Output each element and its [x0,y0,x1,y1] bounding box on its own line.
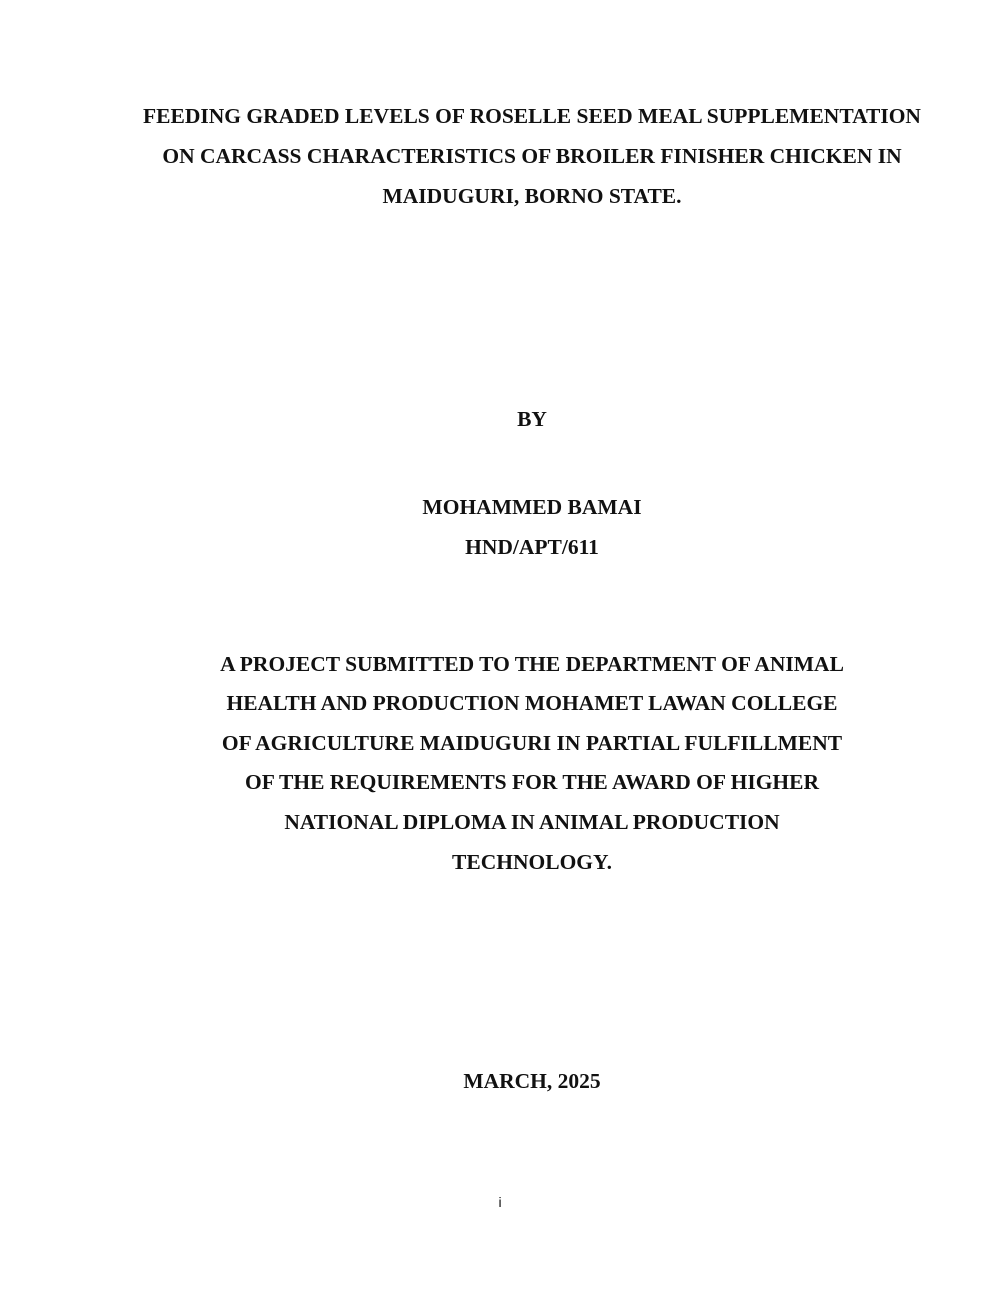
submission-line-5: NATIONAL DIPLOMA IN ANIMAL PRODUCTION [284,810,780,834]
page-number: i [498,1194,502,1210]
registration-number: HND/APT/611 [465,535,599,559]
submission-line-6: TECHNOLOGY. [452,850,612,874]
title-line-3: MAIDUGURI, BORNO STATE. [382,184,682,208]
submission-date: MARCH, 2025 [463,1069,601,1093]
author-name: MOHAMMED BAMAI [422,495,642,519]
title-line-2: ON CARCASS CHARACTERISTICS OF BROILER FINISHER CHICKEN IN [162,144,902,168]
title-line-1: FEEDING GRADED LEVELS OF ROSELLE SEED MEAL SUPPLEMENTATION [143,104,921,128]
submission-line-3: OF AGRICULTURE MAIDUGURI IN PARTIAL FULFILLMENT [221,731,843,755]
submission-line-4: OF THE REQUIREMENTS FOR THE AWARD OF HIGHER [244,770,820,794]
submission-line-1: A PROJECT SUBMITTED TO THE DEPARTMENT OF ANIMAL [220,652,844,676]
by-label: BY [517,407,547,431]
submission-line-2: HEALTH AND PRODUCTION MOHAMET LAWAN COLLEGE [226,691,838,715]
